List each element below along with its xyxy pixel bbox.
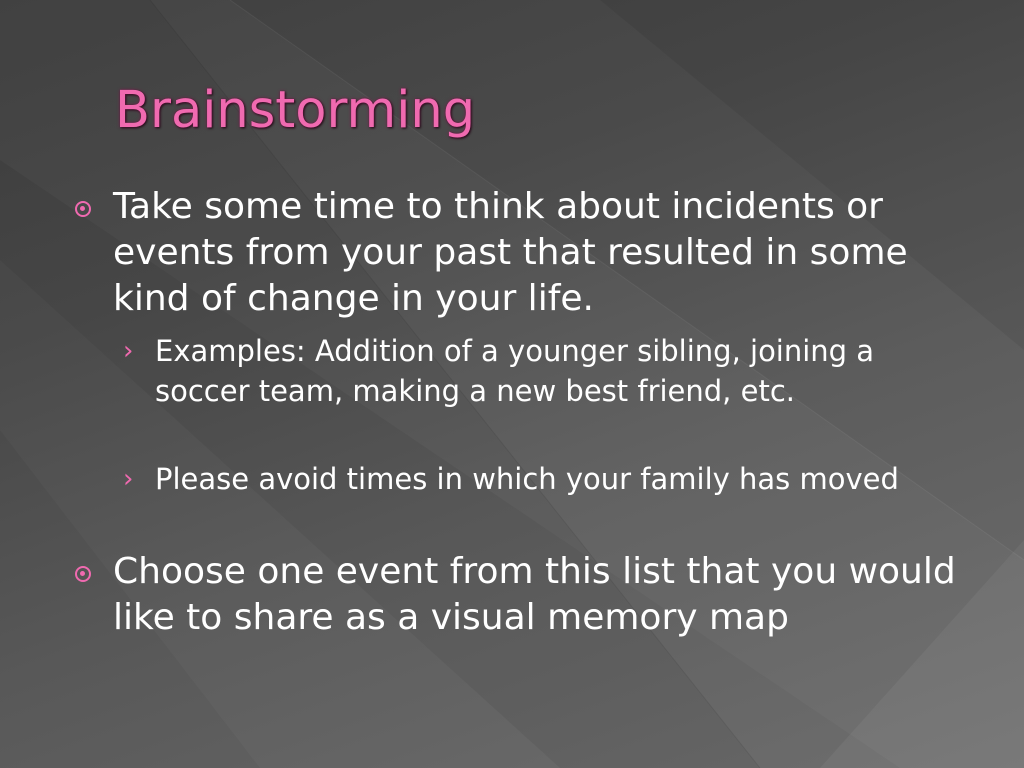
bullet-item: Choose one event from this list that you would like to share as a visual memory map bbox=[113, 551, 956, 638]
sub-bullet-item: Please avoid times in which your family has moved bbox=[155, 462, 899, 496]
chevron-right-icon: › bbox=[123, 464, 134, 494]
ring-dot-bullet-icon bbox=[75, 201, 91, 217]
sub-bullet-item: Examples: Addition of a younger sibling, joining a soccer team, making a new best friend, etc. bbox=[155, 334, 875, 408]
slide-title: Brainstorming bbox=[115, 81, 476, 140]
chevron-right-icon: › bbox=[123, 336, 134, 366]
bullet-item: Take some time to think about incidents or events from your past that resulted in some kind of change in your life. bbox=[113, 186, 908, 319]
ring-dot-bullet-icon bbox=[75, 566, 91, 582]
